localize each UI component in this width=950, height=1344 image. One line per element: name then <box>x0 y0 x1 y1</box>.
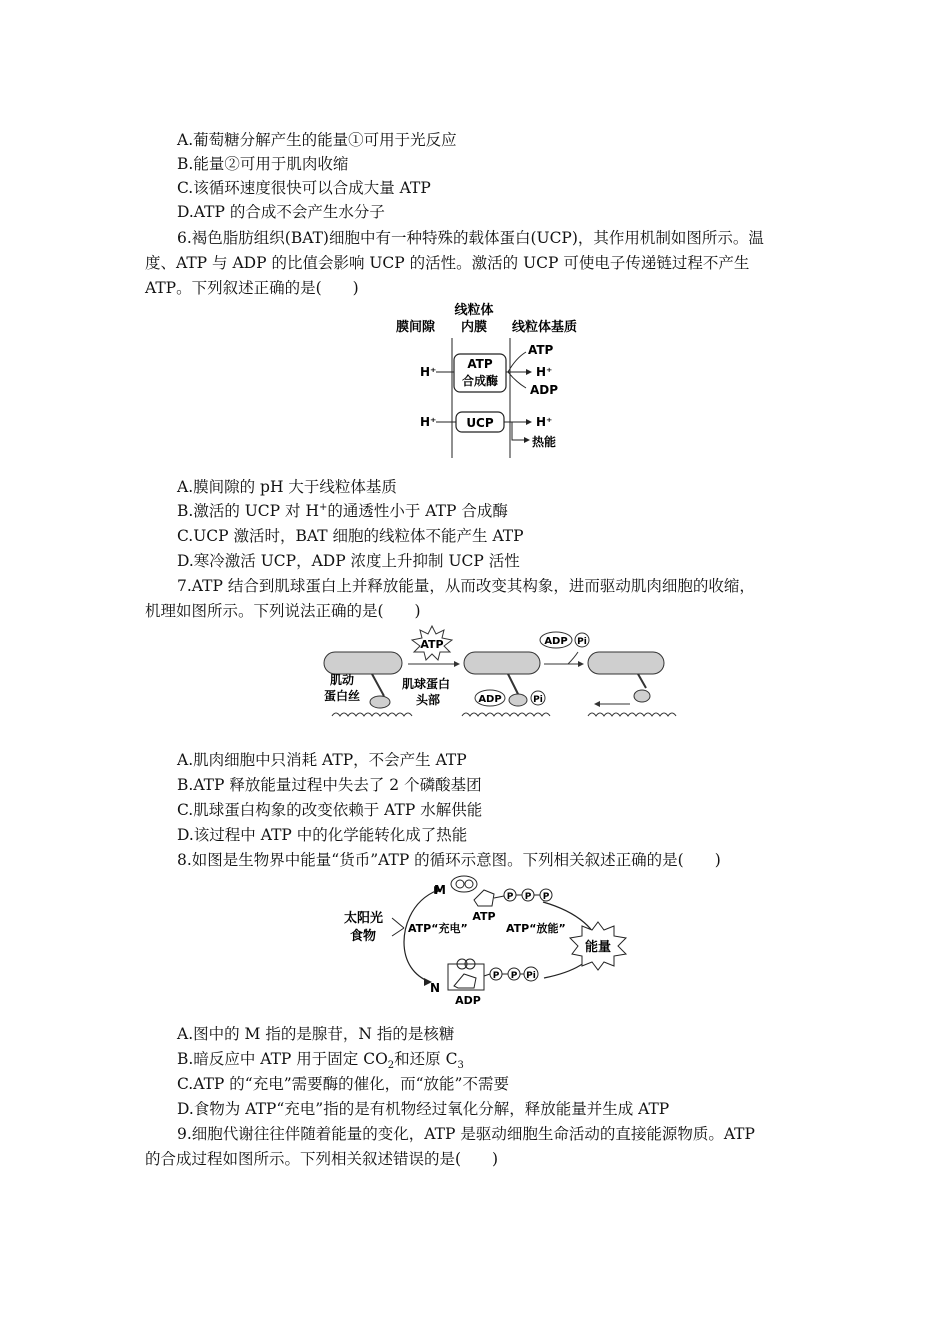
label-intermembrane-space: 膜间隙 <box>396 320 436 335</box>
myosin-head-1 <box>370 696 390 708</box>
phosphate-1-label: P <box>506 892 514 902</box>
label-mito: 线粒体 <box>454 303 494 318</box>
q8-option-c: C.ATP 的“充电”需要酶的催化，而“放能”不需要 <box>177 1075 509 1093</box>
q9-stem-line2: 的合成过程如图所示。下列相关叙述错误的是( ) <box>145 1150 499 1168</box>
m-label: M <box>434 883 446 897</box>
label-inner-membrane: 内膜 <box>460 320 488 335</box>
q8-option-d: D.食物为 ATP“充电”指的是有机物经过氧化分解，释放能量并生成 ATP <box>177 1100 670 1118</box>
ucp-mechanism-diagram <box>390 298 600 460</box>
myosin-head-2 <box>509 694 527 706</box>
ucp-label: UCP <box>466 416 494 430</box>
myosin-head-label-line1: 肌球蛋白 <box>402 677 451 691</box>
q7-option-a: A.肌肉细胞中只消耗 ATP，不会产生 ATP <box>177 751 467 769</box>
adp-label-2: ADP <box>478 694 502 705</box>
q8-option-b: B.暗反应中 ATP 用于固定 $CO_2$和还原 $C_3$ <box>177 1050 464 1072</box>
actin-filament-3 <box>588 713 676 716</box>
q7-stem-line1: 7.ATP 结合到肌球蛋白上并释放能量，从而改变其构象，进而驱动肌肉细胞的收缩， <box>177 577 755 595</box>
q7-stem-line2: 机理如图所示。下列说法正确的是( ) <box>145 602 421 620</box>
actin-filament-1 <box>332 713 412 716</box>
q5-option-b: B.能量②可用于肌肉收缩 <box>177 155 349 173</box>
q7-option-d: D.该过程中 ATP 中的化学能转化成了热能 <box>177 826 468 844</box>
atp-molecule-label: ATP <box>472 910 496 923</box>
pi-label-2: Pi <box>533 695 543 705</box>
atp-product: ATP <box>528 343 554 357</box>
q8-stem: 8.如图是生物界中能量“货币”ATP 的循环示意图。下列相关叙述正确的是( ) <box>177 851 721 869</box>
q6-stem-line3: ATP。下列叙述正确的是( ) <box>145 279 359 297</box>
myosin-filament-1 <box>324 652 402 674</box>
h-ion-top-right: H⁺ <box>536 365 553 379</box>
myosin-head-3 <box>634 690 650 702</box>
q9-stem-line1: 9.细胞代谢往往伴随着能量的变化，ATP 是驱动细胞生命活动的直接能源物质。ATP <box>177 1125 755 1143</box>
q6-option-b: B.激活的 UCP 对 H+的通透性小于 ATP 合成酶 <box>177 501 508 520</box>
myosin-head-label-line2: 头部 <box>416 693 441 707</box>
q6-stem-line2: 度、ATP 与 ADP 的比值会影响 UCP 的活性。激活的 UCP 可使电子传递链过程不产生 <box>145 254 750 272</box>
q6-option-c: C.UCP 激活时，BAT 细胞的线粒体不能产生 ATP <box>177 527 524 545</box>
muscle-contraction-diagram <box>312 624 678 724</box>
q7-option-c: C.肌球蛋白构象的改变依赖于 ATP 水解供能 <box>177 801 483 819</box>
actin-label-line1: 肌动 <box>330 673 355 687</box>
h-ion-top-left: H⁺ <box>420 365 437 379</box>
cycle-left-arc <box>404 890 438 982</box>
atp-synthase-line2: 合成酶 <box>461 374 499 388</box>
phosphate-2-label: P <box>524 892 532 902</box>
q6-option-a: A.膜间隙的 pH 大于线粒体基质 <box>177 478 397 496</box>
adp-pi-label: Pi <box>526 971 536 981</box>
heat-label: 热能 <box>532 435 557 449</box>
q5-option-a: A.葡萄糖分解产生的能量①可用于光反应 <box>177 131 457 149</box>
adp-phosphate-2-label: P <box>510 971 518 981</box>
energy-label: 能量 <box>584 940 612 955</box>
n-label: N <box>430 981 441 995</box>
phosphate-3-label: P <box>542 892 550 902</box>
q6-stem-line1: 6.褐色脂肪组织(BAT)细胞中有一种特殊的载体蛋白(UCP)，其作用机制如图所示。温 <box>177 229 764 247</box>
atp-discharge-label: ATP“放能” <box>506 922 566 935</box>
adp-molecule-label: ADP <box>455 994 481 1007</box>
ribose-top <box>474 890 494 906</box>
food-label: 食物 <box>350 929 377 944</box>
h-ion-bottom-left: H⁺ <box>420 415 437 429</box>
label-matrix: 线粒体基质 <box>512 320 578 335</box>
adp-phosphate-1-label: P <box>492 971 500 981</box>
atp-label: ATP <box>420 638 444 651</box>
q5-option-c: C.该循环速度很快可以合成大量 ATP <box>177 179 431 197</box>
myosin-filament-3 <box>588 652 664 674</box>
actin-filament-2 <box>462 713 550 716</box>
actin-label-line2: 蛋白丝 <box>324 689 361 703</box>
pi-label-released: Pi <box>577 637 587 647</box>
atp-cycle-diagram <box>338 872 650 1012</box>
h-ion-bottom-right: H⁺ <box>536 415 553 429</box>
q5-option-d: D.ATP 的合成不会产生水分子 <box>177 203 385 221</box>
sunlight-label: 太阳光 <box>344 911 384 926</box>
myosin-filament-2 <box>464 652 540 674</box>
q7-option-b: B.ATP 释放能量过程中失去了 2 个磷酸基团 <box>177 776 482 794</box>
atp-charge-label: ATP“充电” <box>408 922 468 935</box>
adp-label-released: ADP <box>544 636 568 647</box>
q8-option-a: A.图中的 M 指的是腺苷，N 指的是核糖 <box>177 1025 455 1043</box>
q6-option-d: D.寒冷激活 UCP，ADP 浓度上升抑制 UCP 活性 <box>177 552 520 570</box>
atp-synthase-line1: ATP <box>467 357 493 371</box>
adp-substrate: ADP <box>530 383 559 397</box>
